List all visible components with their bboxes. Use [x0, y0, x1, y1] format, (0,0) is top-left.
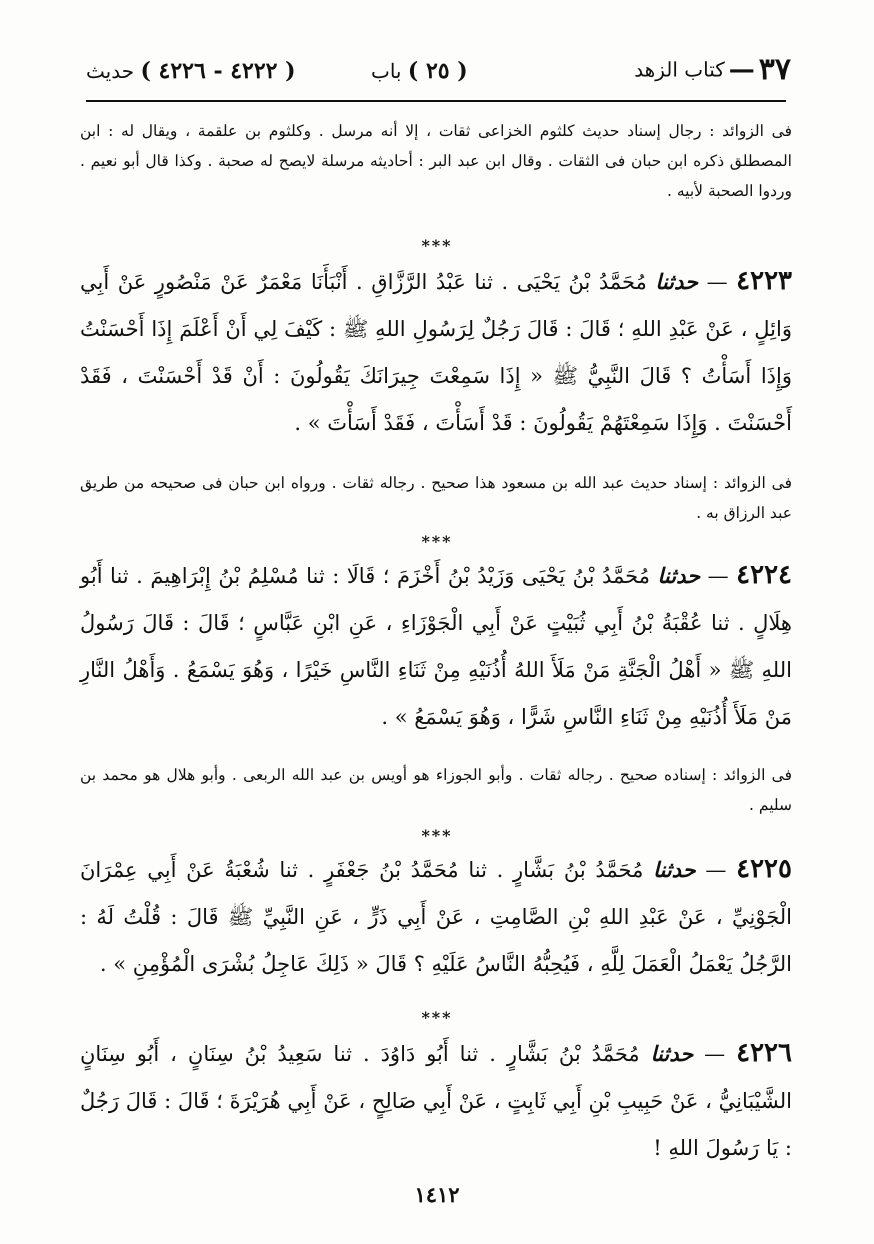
bab-number: ( ٢٥ ) [407, 58, 468, 84]
chapter-number: ٣٧ [758, 52, 791, 87]
hadith-4223 [80, 258, 792, 447]
hadith-range-heading [86, 58, 296, 84]
hadith-label: حديث [86, 59, 135, 83]
haddathana-word: حدثنا [650, 1041, 694, 1066]
zawaid-note-4223: فى الزوائد : إسناد حديث عبد الله بن مسعود هذا صحيح . رجاله ثقات . ورواه ابن حبان فى صحيحه من طريق عبد الرزاق به . [80, 474, 792, 522]
hadith-number: ٤٢٢٣ [736, 266, 792, 296]
haddathana-word: حدثنا [657, 563, 701, 588]
chapter-heading [634, 52, 791, 87]
chapter-title: كتاب الزهد [634, 57, 725, 82]
hadith-range: ( ٤٢٢٢ - ٤٢٢٦ ) [140, 58, 296, 84]
section-separator: *** [421, 826, 453, 845]
hadith-dash: — [705, 858, 727, 882]
bab-heading [371, 58, 468, 84]
hadith-number: ٤٢٢٦ [736, 1038, 792, 1068]
zawaid-note-4222: فى الزوائد : رجال إسناد حديث كلثوم الخزاعى ثقات ، إلا أنه مرسل . وكلثوم بن علقمة ، ويقال له : ابن المصطلق ذكره ابن حبان فى الثقات . وقال ابن عبد البر : أحاديثه مرسلة لايصح له صحبة . وكذا قال أبو نعيم . وردوا الصحبة لأبيه . [80, 122, 792, 200]
zawaid-note-4224: فى الزوائد : إسناده صحيح . رجاله ثقات . وأبو الجوزاء هو أويس بن عبد الله الربعى . وأبو هلال هو محمد بن سليم . [80, 766, 792, 814]
haddathana-word: حدثنا [653, 857, 696, 882]
bab-label: باب [371, 59, 402, 83]
page-number: ١٤١٢ [414, 1182, 460, 1207]
page-header [86, 52, 791, 98]
hadith-dash: — [707, 564, 729, 588]
haddathana-word: حدثنا [655, 269, 699, 294]
section-separator: *** [421, 532, 453, 551]
hadith-text: مُحَمَّدُ بْنُ يَحْيَى وَزَيْدُ بْنُ أَخْزَمَ ؛ قَالَا : ثنا مُسْلِمُ بْنُ إِبْرَاهِيمَ . ثنا أَبُو هِلَالٍ . ثنا عُقْبَةُ بْنُ أَبِي ثُبَيْتٍ عَنْ أَبِي الْجَوْزَاءِ ، عَنِ ابْنِ عَبَّاسٍ ؛ قَالَ : قَالَ رَسُولُ اللهِ ﷺ « أَهْلُ الْجَنَّةِ مَنْ مَلَأَ اللهُ أُذُنَيْهِ مِنْ ثَنَاءِ النَّاسِ خَيْرًا ، وَهُوَ يَسْمَعُ . وَأَهْلُ النَّارِ مَنْ مَلَأَ أُذُنَيْهِ مِنْ ثَنَاءِ النَّاسِ شَرًّا ، وَهُوَ يَسْمَعُ » . [80, 564, 792, 729]
hadith-dash: — [706, 270, 728, 294]
hadith-4226 [80, 1030, 792, 1172]
hadith-dash: — [704, 1042, 726, 1066]
chapter-dash: — [728, 54, 755, 85]
section-separator: *** [421, 236, 453, 255]
hadith-number: ٤٢٢٤ [736, 560, 793, 590]
hadith-4225 [80, 846, 792, 988]
hadith-text: مُحَمَّدُ بْنُ بَشَّارٍ . ثنا مُحَمَّدُ بْنُ جَعْفَرٍ . ثنا شُعْبَةُ عَنْ أَبِي عِمْرَانَ الْجَوْنِيِّ ، عَنْ عَبْدِ اللهِ بْنِ الصَّامِتِ ، عَنْ أَبِي ذَرٍّ ، عَنِ النَّبِيِّ ﷺ قَالَ : قُلْتُ لَهُ : الرَّجُلُ يَعْمَلُ الْعَمَلَ لِلَّهِ ، فَيُحِبُّهُ النَّاسُ عَلَيْهِ ؟ قَالَ « ذَلِكَ عَاجِلُ بُشْرَى الْمُؤْمِنِ » . [80, 858, 792, 976]
section-separator: *** [421, 1008, 453, 1027]
hadith-number: ٤٢٢٥ [736, 854, 792, 884]
hadith-text: مُحَمَّدُ بْنُ يَحْيَى . ثنا عَبْدُ الرَّزَّاقِ . أَنْبَأَنَا مَعْمَرٌ عَنْ مَنْصُورٍ عَنْ أَبِي وَائِلٍ ، عَنْ عَبْدِ اللهِ ؛ قَالَ : قَالَ رَجُلٌ لِرَسُولِ اللهِ ﷺ : كَيْفَ لِي أَنْ أَعْلَمَ إِذَا أَحْسَنْتُ وَإِذَا أَسَأْتُ ؟ قَالَ النَّبِيُّ ﷺ « إِذَا سَمِعْتَ جِيرَانَكَ يَقُولُونَ : أَنْ قَدْ أَحْسَنْتَ ، فَقَدْ أَحْسَنْتَ . وَإِذَا سَمِعْتَهُمْ يَقُولُونَ : قَدْ أَسَأْتَ ، فَقَدْ أَسَأْتَ » . [80, 270, 792, 435]
header-divider [86, 100, 786, 102]
hadith-4224 [80, 552, 792, 741]
hadith-text: مُحَمَّدُ بْنُ بَشَّارٍ . ثنا أَبُو دَاوُدَ . ثنا سَعِيدُ بْنُ سِنَانٍ ، أَبُو سِنَانٍ الشَّيْبَانِيُّ ، عَنْ حَبِيبِ بْنِ أَبِي ثَابِتٍ ، عَنْ أَبِي صَالِحٍ ، عَنْ أَبِي هُرَيْرَةَ ؛ قَالَ : قَالَ رَجُلٌ : يَا رَسُولَ اللهِ ! [80, 1042, 792, 1160]
